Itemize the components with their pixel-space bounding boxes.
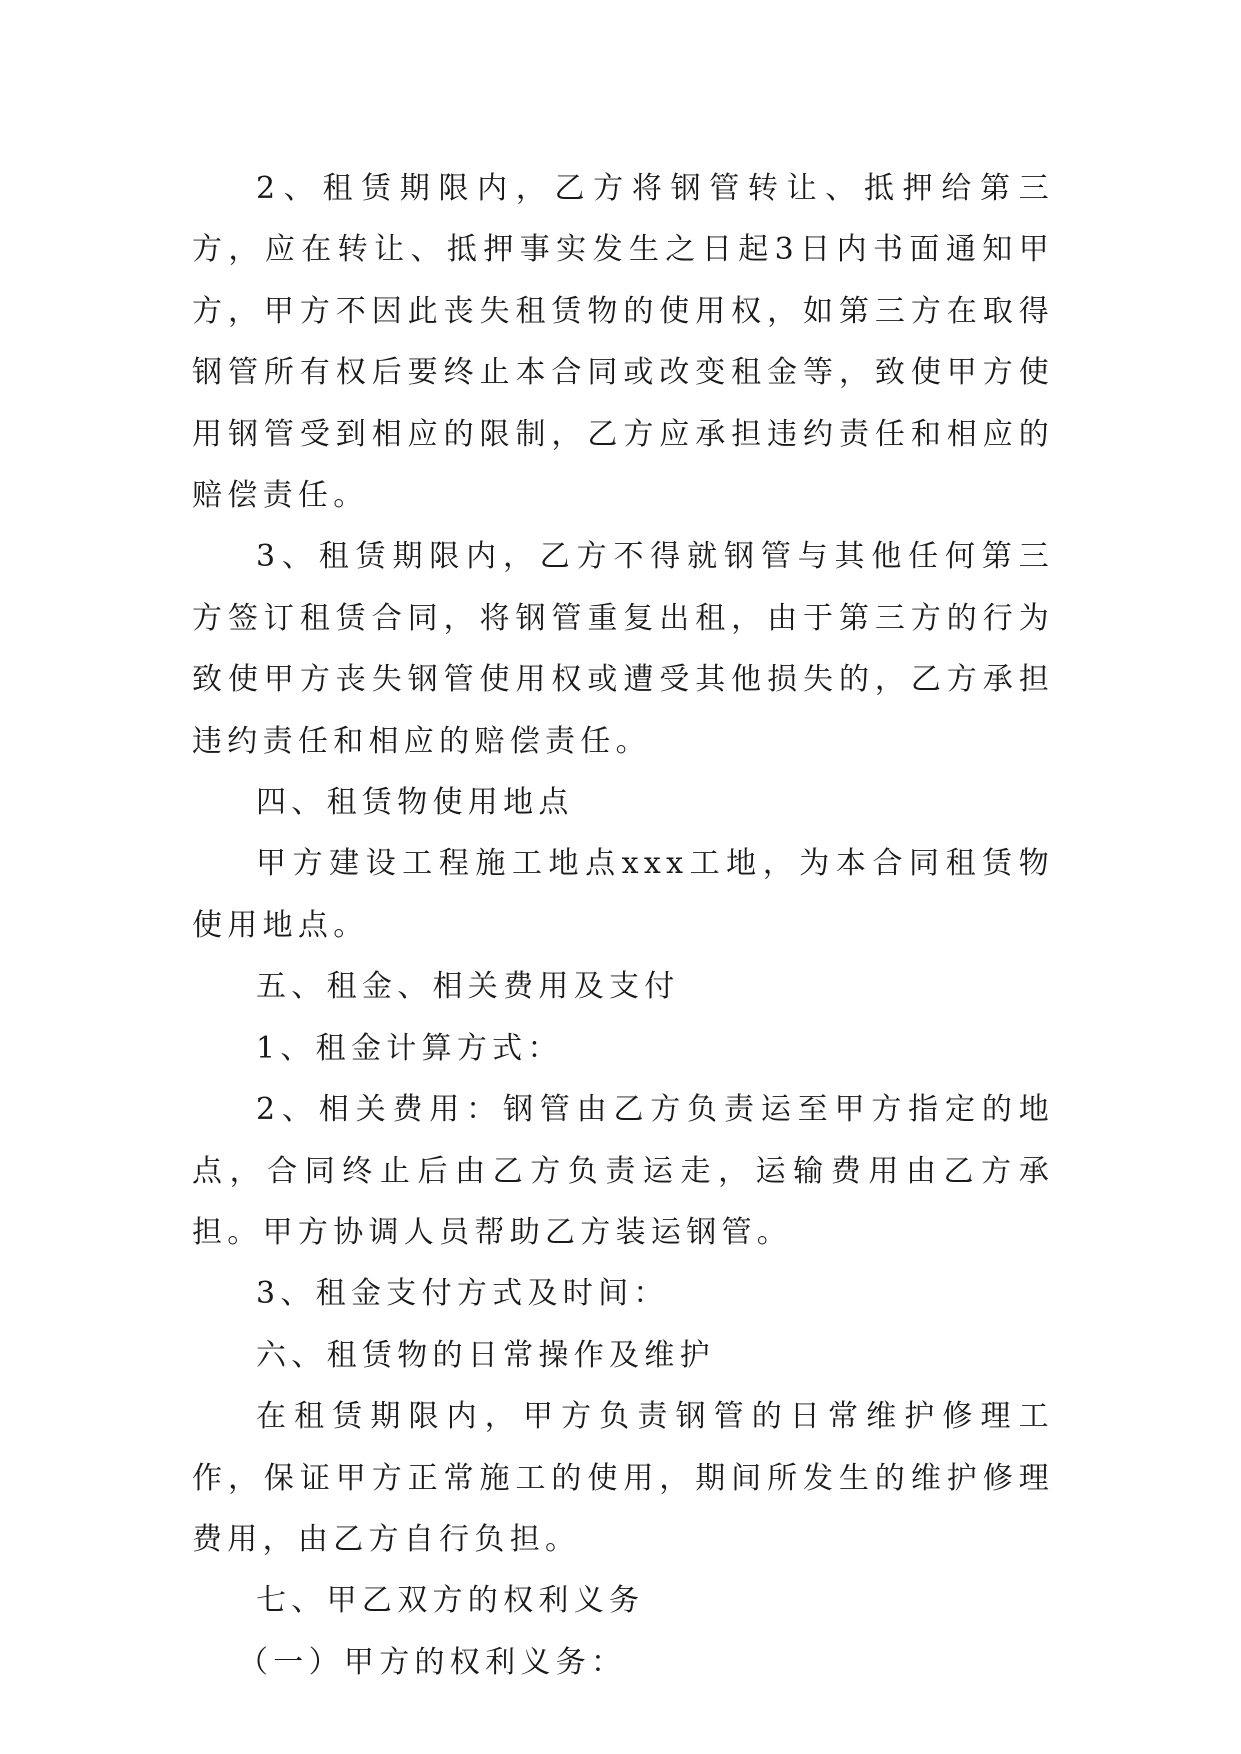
subheading-party-a-rights: （一）甲方的权利义务： [238,1644,627,1680]
heading-rights-obligations: 七、甲乙双方的权利义务 [256,1583,645,1619]
paragraph-transfer-mortgage: 2、租赁期限内，乙方将钢管转让、抵押给第三方，应在转让、抵押事实发生之日起3日内书面通知甲方，甲方不因此丧失租赁物的使用权，如第三方在取得钢管所有权后要终止本合同或改变租金等，致使甲方使用钢管受到相应的限制，乙方应承担违约责任和相应的赔偿责任。 [192,171,1054,514]
heading-usage-location: 四、租赁物使用地点 [256,785,574,821]
paragraph-related-fees: 2、相关费用：钢管由乙方负责运至甲方指定的地点，合同终止后由乙方负责运走，运输费用由乙方承担。甲方协调人员帮助乙方装运钢管。 [192,1092,1054,1250]
paragraph-no-sublease: 3、租赁期限内，乙方不得就钢管与其他任何第三方签订租赁合同，将钢管重复出租，由于第三方的行为致使甲方丧失钢管使用权或遭受其他损失的，乙方承担违约责任和相应的赔偿责任。 [192,539,1054,759]
heading-daily-maintenance: 六、租赁物的日常操作及维护 [256,1337,715,1373]
paragraph-payment-method: 3、租金支付方式及时间： [256,1276,669,1312]
paragraph-daily-maintenance: 在租赁期限内，甲方负责钢管的日常维护修理工作，保证甲方正常施工的使用，期间所发生的维护修理费用，由乙方自行负担。 [192,1399,1054,1557]
heading-rent-fees-payment: 五、租金、相关费用及支付 [256,969,680,1005]
document-page [192,158,1054,1693]
paragraph-rent-calculation: 1、租金计算方式： [256,1030,563,1066]
paragraph-usage-location: 甲方建设工程施工地点xxx工地，为本合同租赁物使用地点。 [192,846,1054,943]
